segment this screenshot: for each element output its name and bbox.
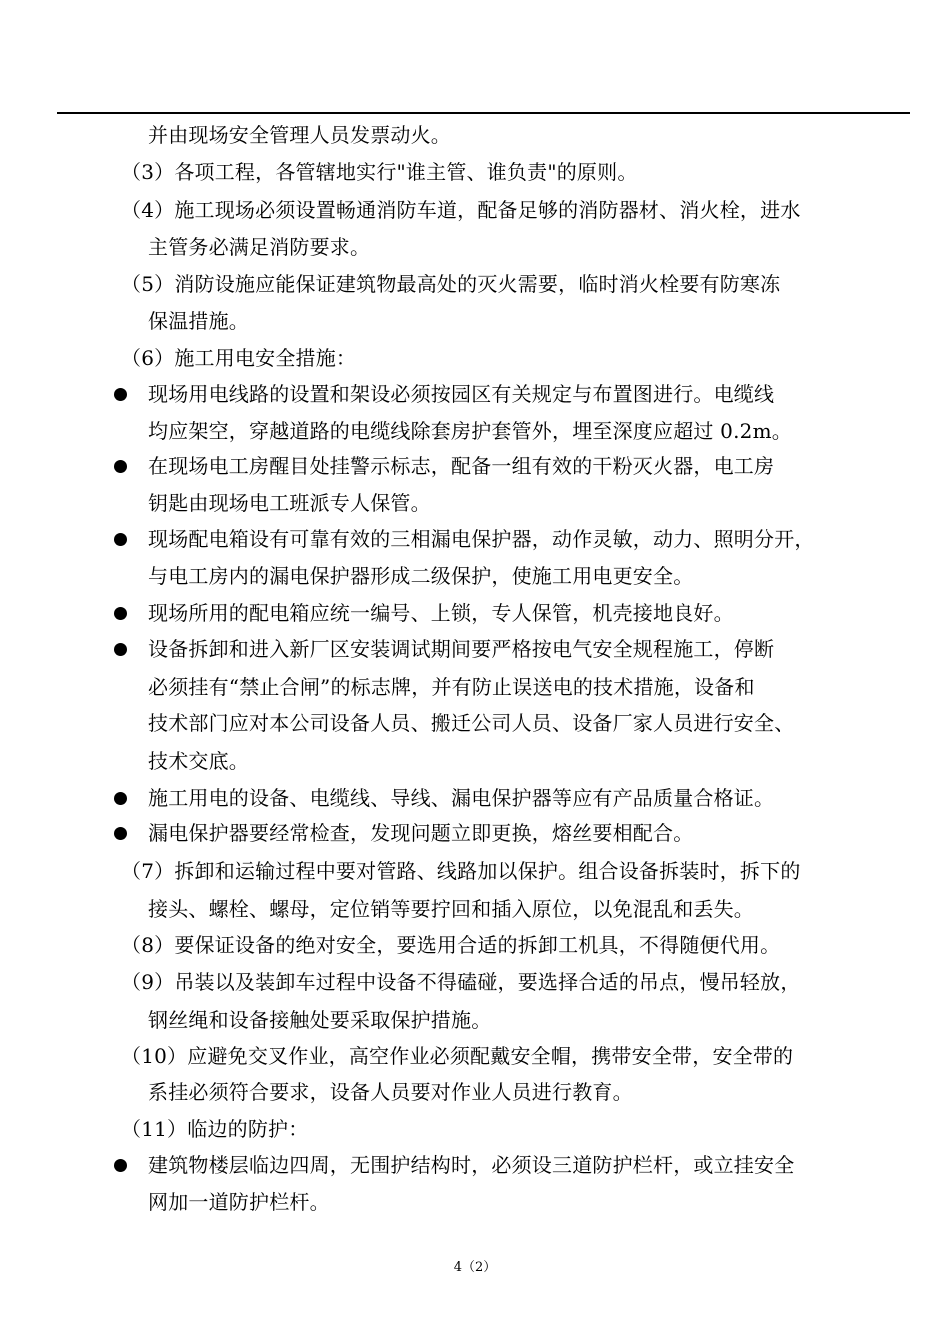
numbered-item-line: （11）临边的防护： (121, 1117, 309, 1141)
continuation-line: 接头、螺栓、螺母，定位销等要拧回和插入原位，以免混乱和丢失。 (148, 897, 754, 921)
bullet-item-line: 建筑物楼层临边四周，无围护结构时，必须设三道防护栏杆，或立挂安全 (148, 1153, 795, 1177)
bullet-icon (114, 607, 127, 620)
bullet-icon (114, 388, 127, 401)
bullet-icon (114, 643, 127, 656)
bullet-icon (114, 533, 127, 546)
continuation-line: 网加一道防护栏杆。 (148, 1190, 330, 1214)
numbered-item-line: （5）消防设施应能保证建筑物最高处的灭火需要，临时消火栓要有防寒冻 (121, 272, 781, 296)
continuation-line: 主管务必满足消防要求。 (148, 235, 371, 259)
bullet-icon (114, 827, 127, 840)
continuation-line: 技术交底。 (148, 749, 249, 773)
page-number: 4（2） (453, 1260, 497, 1275)
numbered-item-line: （3）各项工程，各管辖地实行"谁主管、谁负责"的原则。 (121, 160, 638, 184)
continuation-line: 与电工房内的漏电保护器形成二级保护，使施工用电更安全。 (148, 564, 694, 588)
bullet-item-line: 在现场电工房醒目处挂警示标志，配备一组有效的干粉灭火器，电工房 (148, 454, 775, 478)
numbered-item-line: （7）拆卸和运输过程中要对管路、线路加以保护。组合设备拆装时，拆下的 (121, 859, 801, 883)
continuation-line: 并由现场安全管理人员发票动火。 (148, 123, 451, 147)
bullet-item-line: 现场所用的配电箱应统一编号、上锁，专人保管，机壳接地良好。 (148, 601, 734, 625)
continuation-line: 系挂必须符合要求，设备人员要对作业人员进行教育。 (148, 1080, 633, 1104)
numbered-item-line: （6）施工用电安全措施： (121, 346, 357, 370)
numbered-item-line: （10）应避免交叉作业，高空作业必须配戴安全帽，携带安全带，安全带的 (121, 1044, 794, 1068)
continuation-line: 保温措施。 (148, 309, 249, 333)
bullet-item-line: 现场配电箱设有可靠有效的三相漏电保护器，动作灵敏，动力、照明分开， (148, 527, 815, 551)
numbered-item-line: （8）要保证设备的绝对安全，要选用合适的拆卸工机具，不得随便代用。 (121, 933, 781, 957)
continuation-line: 必须挂有“禁止合闸”的标志牌，并有防止误送电的技术措施，设备和 (148, 675, 755, 699)
numbered-item-line: （4）施工现场必须设置畅通消防车道，配备足够的消防器材、消火栓，进水 (121, 198, 801, 222)
bullet-item-line: 漏电保护器要经常检查，发现问题立即更换，熔丝要相配合。 (148, 821, 694, 845)
bullet-item-line: 现场用电线路的设置和架设必须按园区有关规定与布置图进行。电缆线 (148, 382, 775, 406)
bullet-icon (114, 1159, 127, 1172)
continuation-line: 技术部门应对本公司设备人员、搬迁公司人员、设备厂家人员进行安全、 (148, 711, 795, 735)
bullet-item-line: 施工用电的设备、电缆线、导线、漏电保护器等应有产品质量合格证。 (148, 786, 775, 810)
bullet-icon (114, 460, 127, 473)
continuation-line: 钢丝绳和设备接触处要采取保护措施。 (148, 1008, 492, 1032)
continuation-line: 钥匙由现场电工班派专人保管。 (148, 491, 431, 515)
continuation-line: 均应架空，穿越道路的电缆线除套房护套管外，埋至深度应超过 0.2m。 (148, 419, 792, 443)
header-rule (57, 112, 910, 114)
numbered-item-line: （9）吊装以及装卸车过程中设备不得磕碰，要选择合适的吊点，慢吊轻放， (121, 970, 801, 994)
bullet-item-line: 设备拆卸和进入新厂区安装调试期间要严格按电气安全规程施工，停断 (148, 637, 775, 661)
bullet-icon (114, 792, 127, 805)
